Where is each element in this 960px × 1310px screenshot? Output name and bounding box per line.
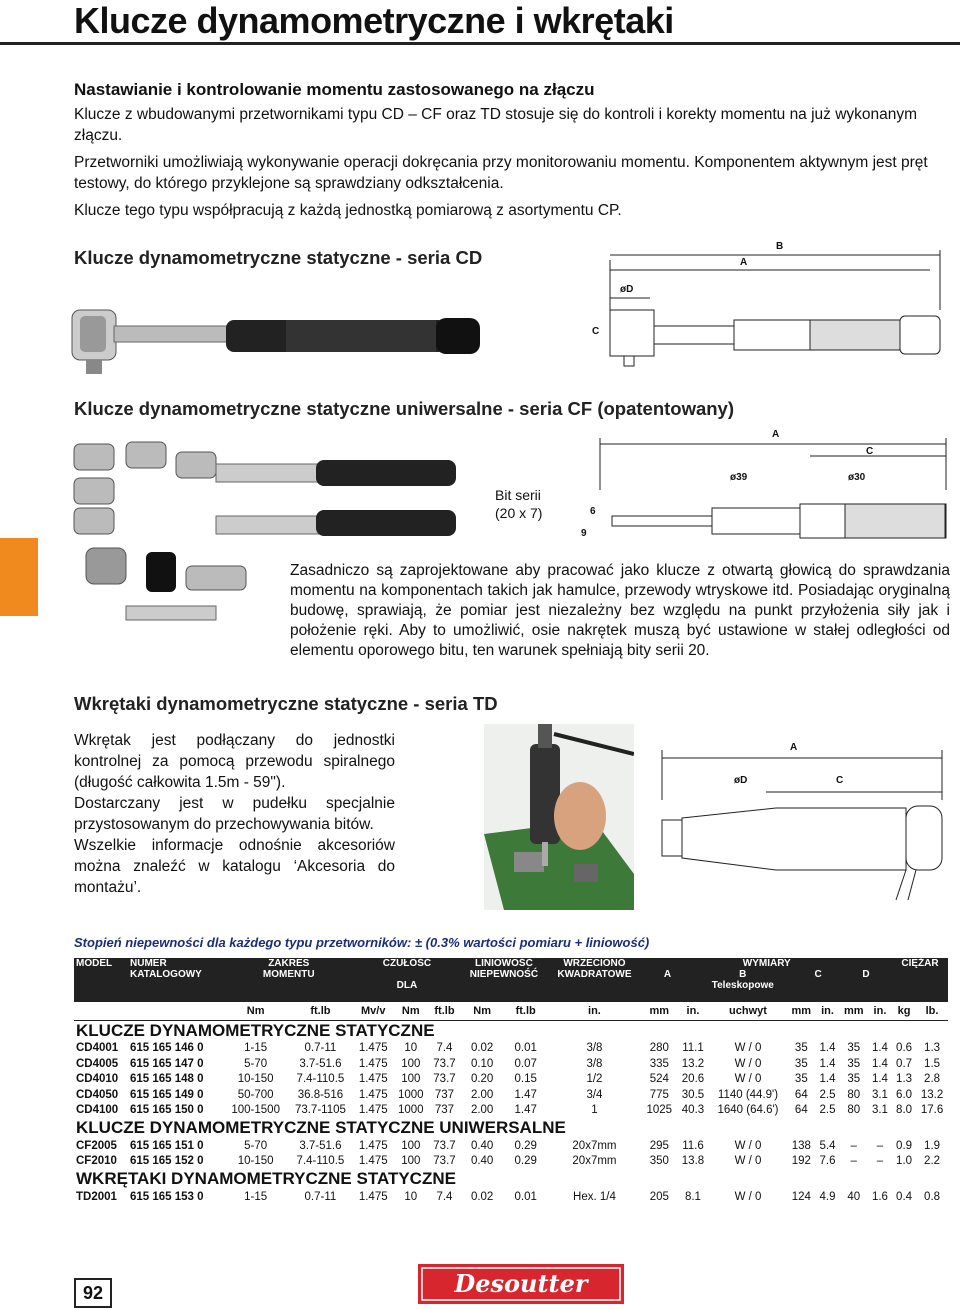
table-cell: 10-150	[237, 1155, 274, 1168]
catalog-number-cell: 615 165 146 0	[130, 1042, 204, 1055]
unit-cell: mm	[641, 1002, 677, 1020]
table-cell: 1.475	[358, 1155, 388, 1168]
table-cell: W / 0	[734, 1139, 762, 1152]
model-cell: CF2010	[76, 1155, 117, 1168]
intro-heading: Nastawianie i kontrolowanie momentu zastosowanego na złączu	[74, 80, 595, 99]
col-ciezar: CIĘŻAR	[892, 958, 948, 1002]
table-cell: 1.6	[871, 1190, 888, 1203]
units-spacer	[74, 1002, 128, 1020]
table-cell: 1.475	[358, 1088, 388, 1101]
group-title-row	[74, 1118, 948, 1138]
unit-cell: lb.	[916, 1002, 948, 1020]
col-wymiary-a: A	[663, 969, 672, 980]
intro-paragraph-1: Klucze z wbudowanymi przetwornikami typu CD – CF oraz TD stosuje się do kontroli i korekty momentu na już wykonanym złączu.	[74, 106, 918, 144]
group-title-row	[74, 1020, 948, 1041]
table-cell: 1.3	[896, 1073, 913, 1086]
td-dim-d: øD	[734, 775, 748, 786]
table-cell: 0.40	[470, 1139, 494, 1152]
model-cell: CD4005	[76, 1057, 119, 1070]
cf-bit-series: Bit serii	[495, 487, 541, 503]
table-cell: W / 0	[734, 1073, 762, 1086]
unit-cell: in.	[868, 1002, 892, 1020]
group-title: KLUCZE DYNAMOMETRYCZNE STATYCZNE	[76, 1020, 435, 1040]
table-cell: 3/4	[586, 1088, 603, 1101]
table-cell: 280	[649, 1042, 669, 1055]
table-cell: 35	[794, 1057, 808, 1070]
col-model: MODEL	[74, 958, 128, 1002]
table-cell: 13.2	[920, 1088, 944, 1101]
table-cell: W / 0	[734, 1155, 762, 1168]
cf-dim-d39: ø39	[730, 472, 748, 483]
table-cell: 1.475	[358, 1139, 388, 1152]
cf-dimension-drawing	[580, 430, 950, 550]
cf-dim-6: 6	[590, 506, 596, 517]
group-title: WKRĘTAKI DYNAMOMETRYCZNE STATYCZNE	[76, 1169, 456, 1188]
table-cell: 0.4	[896, 1190, 913, 1203]
table-cell: 4.9	[819, 1190, 836, 1203]
table-cell: 1.4	[871, 1057, 888, 1070]
table-cell: 35	[847, 1073, 861, 1086]
table-cell: 0.02	[470, 1190, 494, 1203]
page-title: Klucze dynamometryczne i wkrętaki	[74, 0, 674, 41]
table-cell: 100	[401, 1155, 421, 1168]
cd-dim-c: C	[592, 326, 600, 337]
table-cell: 3.1	[871, 1104, 888, 1117]
table-header-row	[74, 958, 948, 1002]
uncertainty-note: Stopień niepewności dla każdego typu przetworników: ± (0.3% wartości pomiaru + liniowość)	[74, 935, 650, 950]
table-cell: 40	[847, 1190, 861, 1203]
table-cell: 40.3	[681, 1104, 705, 1117]
unit-cell: Nm	[460, 1002, 504, 1020]
units-spacer	[128, 1002, 224, 1020]
unit-cell: mm	[840, 1002, 868, 1020]
table-cell: 1.47	[514, 1088, 537, 1101]
table-cell: 1640 (64.6')	[717, 1104, 779, 1117]
table-cell: 0.20	[470, 1073, 494, 1086]
unit-cell: kg	[892, 1002, 916, 1020]
table-cell: 64	[794, 1104, 808, 1117]
td-paragraph-1: Wkrętak jest podłączany do jednostki kontrolnej za pomocą przewodu spiralnego (długość całkowita 1.5m - 59").	[74, 732, 395, 791]
table-cell: 1.3	[924, 1042, 941, 1055]
unit-cell: uchwyt	[709, 1002, 787, 1020]
table-cell: 80	[847, 1104, 861, 1117]
table-cell: 35	[847, 1042, 861, 1055]
model-cell: CD4050	[76, 1088, 119, 1101]
table-row	[74, 1041, 948, 1057]
table-cell: 11.1	[682, 1042, 704, 1055]
table-cell: W / 0	[734, 1057, 762, 1070]
table-cell: 3/8	[586, 1042, 603, 1055]
table-cell: 13.8	[681, 1155, 705, 1168]
unit-cell: ft.lb	[287, 1002, 353, 1020]
table-cell: 192	[791, 1155, 811, 1168]
table-cell: 1-15	[244, 1190, 268, 1203]
table-cell: 1.9	[924, 1139, 941, 1152]
td-heading: Wkrętaki dynamometryczne statyczne - seria TD	[74, 693, 498, 714]
table-cell: 1025	[646, 1104, 673, 1117]
table-cell: 20x7mm	[572, 1139, 617, 1152]
table-cell: –	[850, 1139, 857, 1152]
unit-cell: Nm	[224, 1002, 287, 1020]
table-cell: 775	[649, 1088, 669, 1101]
unit-cell: in.	[816, 1002, 840, 1020]
unit-cell: ft.lb	[429, 1002, 461, 1020]
table-cell: 2.5	[819, 1088, 836, 1101]
table-cell: 5-70	[244, 1057, 268, 1070]
table-cell: 350	[649, 1155, 669, 1168]
col-czulosc-line2: DLA	[396, 980, 418, 991]
table-cell: 1.0	[896, 1155, 913, 1168]
table-cell: 73.7	[433, 1057, 456, 1070]
col-zakres-line2: MOMENTU	[262, 969, 315, 980]
unit-cell: Mv/v	[354, 1002, 393, 1020]
table-cell: 1	[591, 1104, 598, 1117]
section-tab	[0, 538, 38, 616]
table-cell: 295	[649, 1139, 669, 1152]
table-cell: 205	[649, 1190, 669, 1203]
table-cell: 73.7	[433, 1155, 456, 1168]
table-cell: 0.01	[514, 1190, 537, 1203]
table-cell: –	[876, 1139, 884, 1152]
title-divider	[0, 42, 960, 45]
table-cell: 50-700	[237, 1088, 274, 1101]
table-cell: 1000	[397, 1088, 424, 1101]
cd-dim-d: øD	[620, 284, 634, 295]
col-wymiary-b	[712, 969, 774, 991]
col-wymiary-d: D	[862, 969, 870, 980]
table-cell: 7.4-110.5	[296, 1073, 345, 1086]
table-cell: 1.4	[871, 1042, 888, 1055]
table-cell: 2.2	[924, 1155, 941, 1168]
table-cell: 7.4	[436, 1190, 453, 1203]
table-cell: 1.475	[358, 1190, 388, 1203]
col-numer-line1: NUMER	[130, 958, 167, 969]
group-title-row	[74, 1169, 948, 1189]
col-zakres	[224, 958, 354, 1002]
cf-dim-d30: ø30	[848, 472, 866, 483]
table-cell: 0.7-11	[304, 1042, 337, 1055]
catalog-number-cell: 615 165 147 0	[130, 1057, 204, 1070]
table-cell: 3.1	[871, 1088, 888, 1101]
table-cell: 3.7-51.6	[299, 1139, 342, 1152]
td-dimension-drawing	[656, 740, 956, 910]
catalog-number-cell: 615 165 152 0	[130, 1155, 204, 1168]
table-cell: 1.475	[358, 1057, 388, 1070]
table-cell: 20x7mm	[572, 1155, 617, 1168]
table-cell: 1.475	[358, 1073, 388, 1086]
cf-dim-c: C	[866, 446, 874, 457]
table-cell: 100	[401, 1057, 421, 1070]
table-cell: 3.7-51.6	[299, 1057, 342, 1070]
cd-wrench-photo	[66, 300, 486, 380]
unit-cell: mm	[787, 1002, 815, 1020]
table-cell: 1.475	[358, 1042, 388, 1055]
table-cell: 124	[791, 1190, 811, 1203]
desoutter-logo	[418, 1264, 624, 1304]
table-cell: 1140 (44.9')	[717, 1088, 779, 1101]
col-zakres-line1: ZAKRES	[268, 958, 310, 969]
table-cell: 64	[794, 1088, 808, 1101]
table-cell: 0.7	[896, 1057, 913, 1070]
td-dim-c: C	[836, 775, 844, 786]
table-cell: 10-150	[237, 1073, 274, 1086]
table-row	[74, 1154, 948, 1170]
table-cell: 11.6	[682, 1139, 704, 1152]
table-cell: 1/2	[586, 1073, 603, 1086]
cd-dimension-drawing	[590, 240, 950, 390]
table-cell: 8.1	[684, 1190, 701, 1203]
td-paragraph-2: Dostarczany jest w pudełku specjalnie przystosowanym do przechowywania bitów.	[74, 795, 395, 833]
table-cell: 7.6	[819, 1155, 836, 1168]
table-cell: 0.9	[896, 1139, 913, 1152]
table-cell: 100	[401, 1073, 421, 1086]
table-cell: 0.29	[514, 1155, 537, 1168]
table-cell: 5.4	[819, 1139, 836, 1152]
table-cell: 0.7-11	[304, 1190, 337, 1203]
table-cell: 0.15	[514, 1073, 537, 1086]
table-cell: 1.4	[819, 1042, 836, 1055]
table-row	[74, 1138, 948, 1154]
table-cell: 2.8	[924, 1073, 941, 1086]
col-wrzeciono	[547, 958, 641, 1002]
table-cell: 2.00	[470, 1088, 494, 1101]
table-cell: 2.5	[819, 1104, 836, 1117]
table-cell: 20.6	[681, 1073, 705, 1086]
table-cell: 1.5	[924, 1057, 941, 1070]
table-cell: 0.8	[924, 1190, 941, 1203]
model-cell: CD4010	[76, 1073, 119, 1086]
table-cell: 7.4-110.5	[296, 1155, 345, 1168]
table-cell: 73.7-1105	[294, 1104, 346, 1117]
table-cell: 1.4	[871, 1073, 888, 1086]
td-screwdriver-photo	[484, 724, 634, 910]
td-dim-a: A	[790, 742, 798, 753]
table-cell: –	[876, 1155, 884, 1168]
intro-paragraph-3: Klucze tego typu współpracują z każdą jednostką pomiarową z asortymentu CP.	[74, 202, 622, 219]
table-cell: 35	[847, 1057, 861, 1070]
table-row	[74, 1189, 948, 1205]
table-cell: 5-70	[244, 1139, 268, 1152]
table-cell: 7.4	[436, 1042, 453, 1055]
table-cell: 1.4	[819, 1073, 836, 1086]
table-cell: 1.47	[514, 1104, 537, 1117]
table-cell: 73.7	[433, 1073, 456, 1086]
col-czulosc	[354, 958, 461, 1002]
table-cell: 138	[791, 1139, 811, 1152]
catalog-number-cell: 615 165 149 0	[130, 1088, 204, 1101]
table-cell: 35	[794, 1073, 808, 1086]
table-cell: 737	[434, 1104, 455, 1117]
table-cell: 0.01	[514, 1042, 537, 1055]
cf-bit-size: (20 x 7)	[495, 505, 543, 521]
cf-description: Zasadniczo są zaprojektowane aby pracować jako klucze z otwartą głowicą do sprawdzania momentu na komponentach takich jak hamulce, przewody wtryskowe itd. Posiadając oryginalną budowę, sprawiają, że pomiar jest niezależny bez względu na punkt przyłożenia siły jak i położenie ręki. Aby to umożliwić, osie nakrętek muszą być ustawione w stałej odległości od elementu oporowego bitu, ten warunek spełniają bity serii 20.	[290, 562, 950, 659]
table-row	[74, 1087, 948, 1103]
table-cell: 6.0	[896, 1088, 913, 1101]
catalog-number-cell: 615 165 148 0	[130, 1073, 204, 1086]
cd-dim-a: A	[740, 257, 748, 268]
table-cell: 36.8-516	[297, 1088, 344, 1101]
model-cell: TD2001	[76, 1190, 117, 1203]
table-cell: 35	[794, 1042, 808, 1055]
col-wymiary	[641, 958, 892, 1002]
table-cell: 10	[404, 1190, 418, 1203]
table-cell: W / 0	[734, 1190, 762, 1203]
table-cell: 100	[401, 1139, 421, 1152]
col-wymiary-b-sub: Teleskopowe	[711, 980, 774, 991]
model-cell: CD4001	[76, 1042, 119, 1055]
table-cell: Hex. 1/4	[573, 1190, 616, 1203]
table-cell: 2.00	[470, 1104, 494, 1117]
col-wymiary-subheads	[643, 969, 890, 991]
col-liniowosc	[460, 958, 547, 1002]
cd-heading: Klucze dynamometryczne statyczne - seria CD	[74, 247, 483, 268]
col-numer	[128, 958, 224, 1002]
cf-bit-label	[495, 486, 542, 522]
units-row	[74, 1002, 948, 1020]
table-cell: 0.6	[896, 1042, 913, 1055]
td-paragraph-3: Wszelkie informacje odnośnie akcesoriów można znaleźć w katalogu ‘Akcesoria do montażu’.	[74, 837, 395, 896]
col-czulosc-line1: CZUŁOŚĆ	[382, 958, 432, 969]
unit-cell: ft.lb	[504, 1002, 548, 1020]
table-cell: 10	[404, 1042, 418, 1055]
col-wrzeciono-line2: KWADRATOWE	[557, 969, 632, 980]
cd-dim-b: B	[776, 241, 784, 252]
col-wrzeciono-line1: WRZECIONO	[563, 958, 626, 969]
catalog-number-cell: 615 165 151 0	[130, 1139, 204, 1152]
col-wymiary-b-label: B	[739, 969, 747, 980]
table-cell: 13.2	[681, 1057, 705, 1070]
table-cell: 73.7	[433, 1139, 456, 1152]
table-cell: 0.02	[470, 1042, 494, 1055]
col-wymiary-title: WYMIARY	[742, 958, 791, 969]
cf-dim-9: 9	[581, 528, 587, 539]
table-cell: 80	[847, 1088, 861, 1101]
col-liniowosc-line1: LINIOWOŚĆ	[475, 958, 533, 969]
table-row	[74, 1072, 948, 1088]
cf-heading: Klucze dynamometryczne statyczne uniwersalne - seria CF (opatentowany)	[74, 398, 735, 419]
table-cell: 17.6	[920, 1104, 944, 1117]
model-cell: CD4100	[76, 1104, 119, 1117]
table-cell: 335	[649, 1057, 669, 1070]
table-cell: 737	[434, 1088, 455, 1101]
table-cell: 0.07	[514, 1057, 537, 1070]
table-cell: W / 0	[734, 1042, 762, 1055]
table-cell: –	[850, 1155, 857, 1168]
page-number: 92	[74, 1278, 112, 1308]
catalog-number-cell: 615 165 153 0	[130, 1190, 204, 1203]
table-cell: 1.475	[358, 1104, 388, 1117]
table-cell: 1000	[397, 1104, 424, 1117]
logo-text: Desoutter	[454, 1269, 588, 1298]
table-cell: 30.5	[681, 1088, 705, 1101]
table-cell: 1.4	[819, 1057, 836, 1070]
col-numer-line2: KATALOGOWY	[130, 969, 202, 980]
cf-dim-a: A	[772, 429, 780, 440]
table-cell: 0.29	[514, 1139, 537, 1152]
table-cell: 100-1500	[231, 1104, 280, 1117]
model-cell: CF2005	[76, 1139, 117, 1152]
table-cell: 3/8	[586, 1057, 603, 1070]
catalog-number-cell: 615 165 150 0	[130, 1104, 204, 1117]
table-cell: 0.40	[470, 1155, 494, 1168]
table-cell: 524	[649, 1073, 669, 1086]
col-liniowosc-line2: NIEPEWNOŚĆ	[469, 969, 539, 980]
table-cell: 0.10	[470, 1057, 494, 1070]
group-title: KLUCZE DYNAMOMETRYCZNE STATYCZNE UNIWERSALNE	[76, 1118, 566, 1137]
unit-cell: in.	[677, 1002, 709, 1020]
table-cell: 8.0	[896, 1104, 913, 1117]
table-row	[74, 1056, 948, 1072]
unit-cell: in.	[547, 1002, 641, 1020]
table-row	[74, 1103, 948, 1119]
unit-cell: Nm	[393, 1002, 429, 1020]
spec-table	[74, 958, 948, 1205]
intro-paragraph-2: Przetworniki umożliwiają wykonywanie operacji dokręcania przy monitorowaniu momentu. Komponentem aktywnym jest pręt testowy, do którego przyklejone są sprawdziany odkształcenia.	[74, 154, 928, 192]
col-wymiary-c: C	[814, 969, 822, 980]
table-cell: 1-15	[244, 1042, 268, 1055]
